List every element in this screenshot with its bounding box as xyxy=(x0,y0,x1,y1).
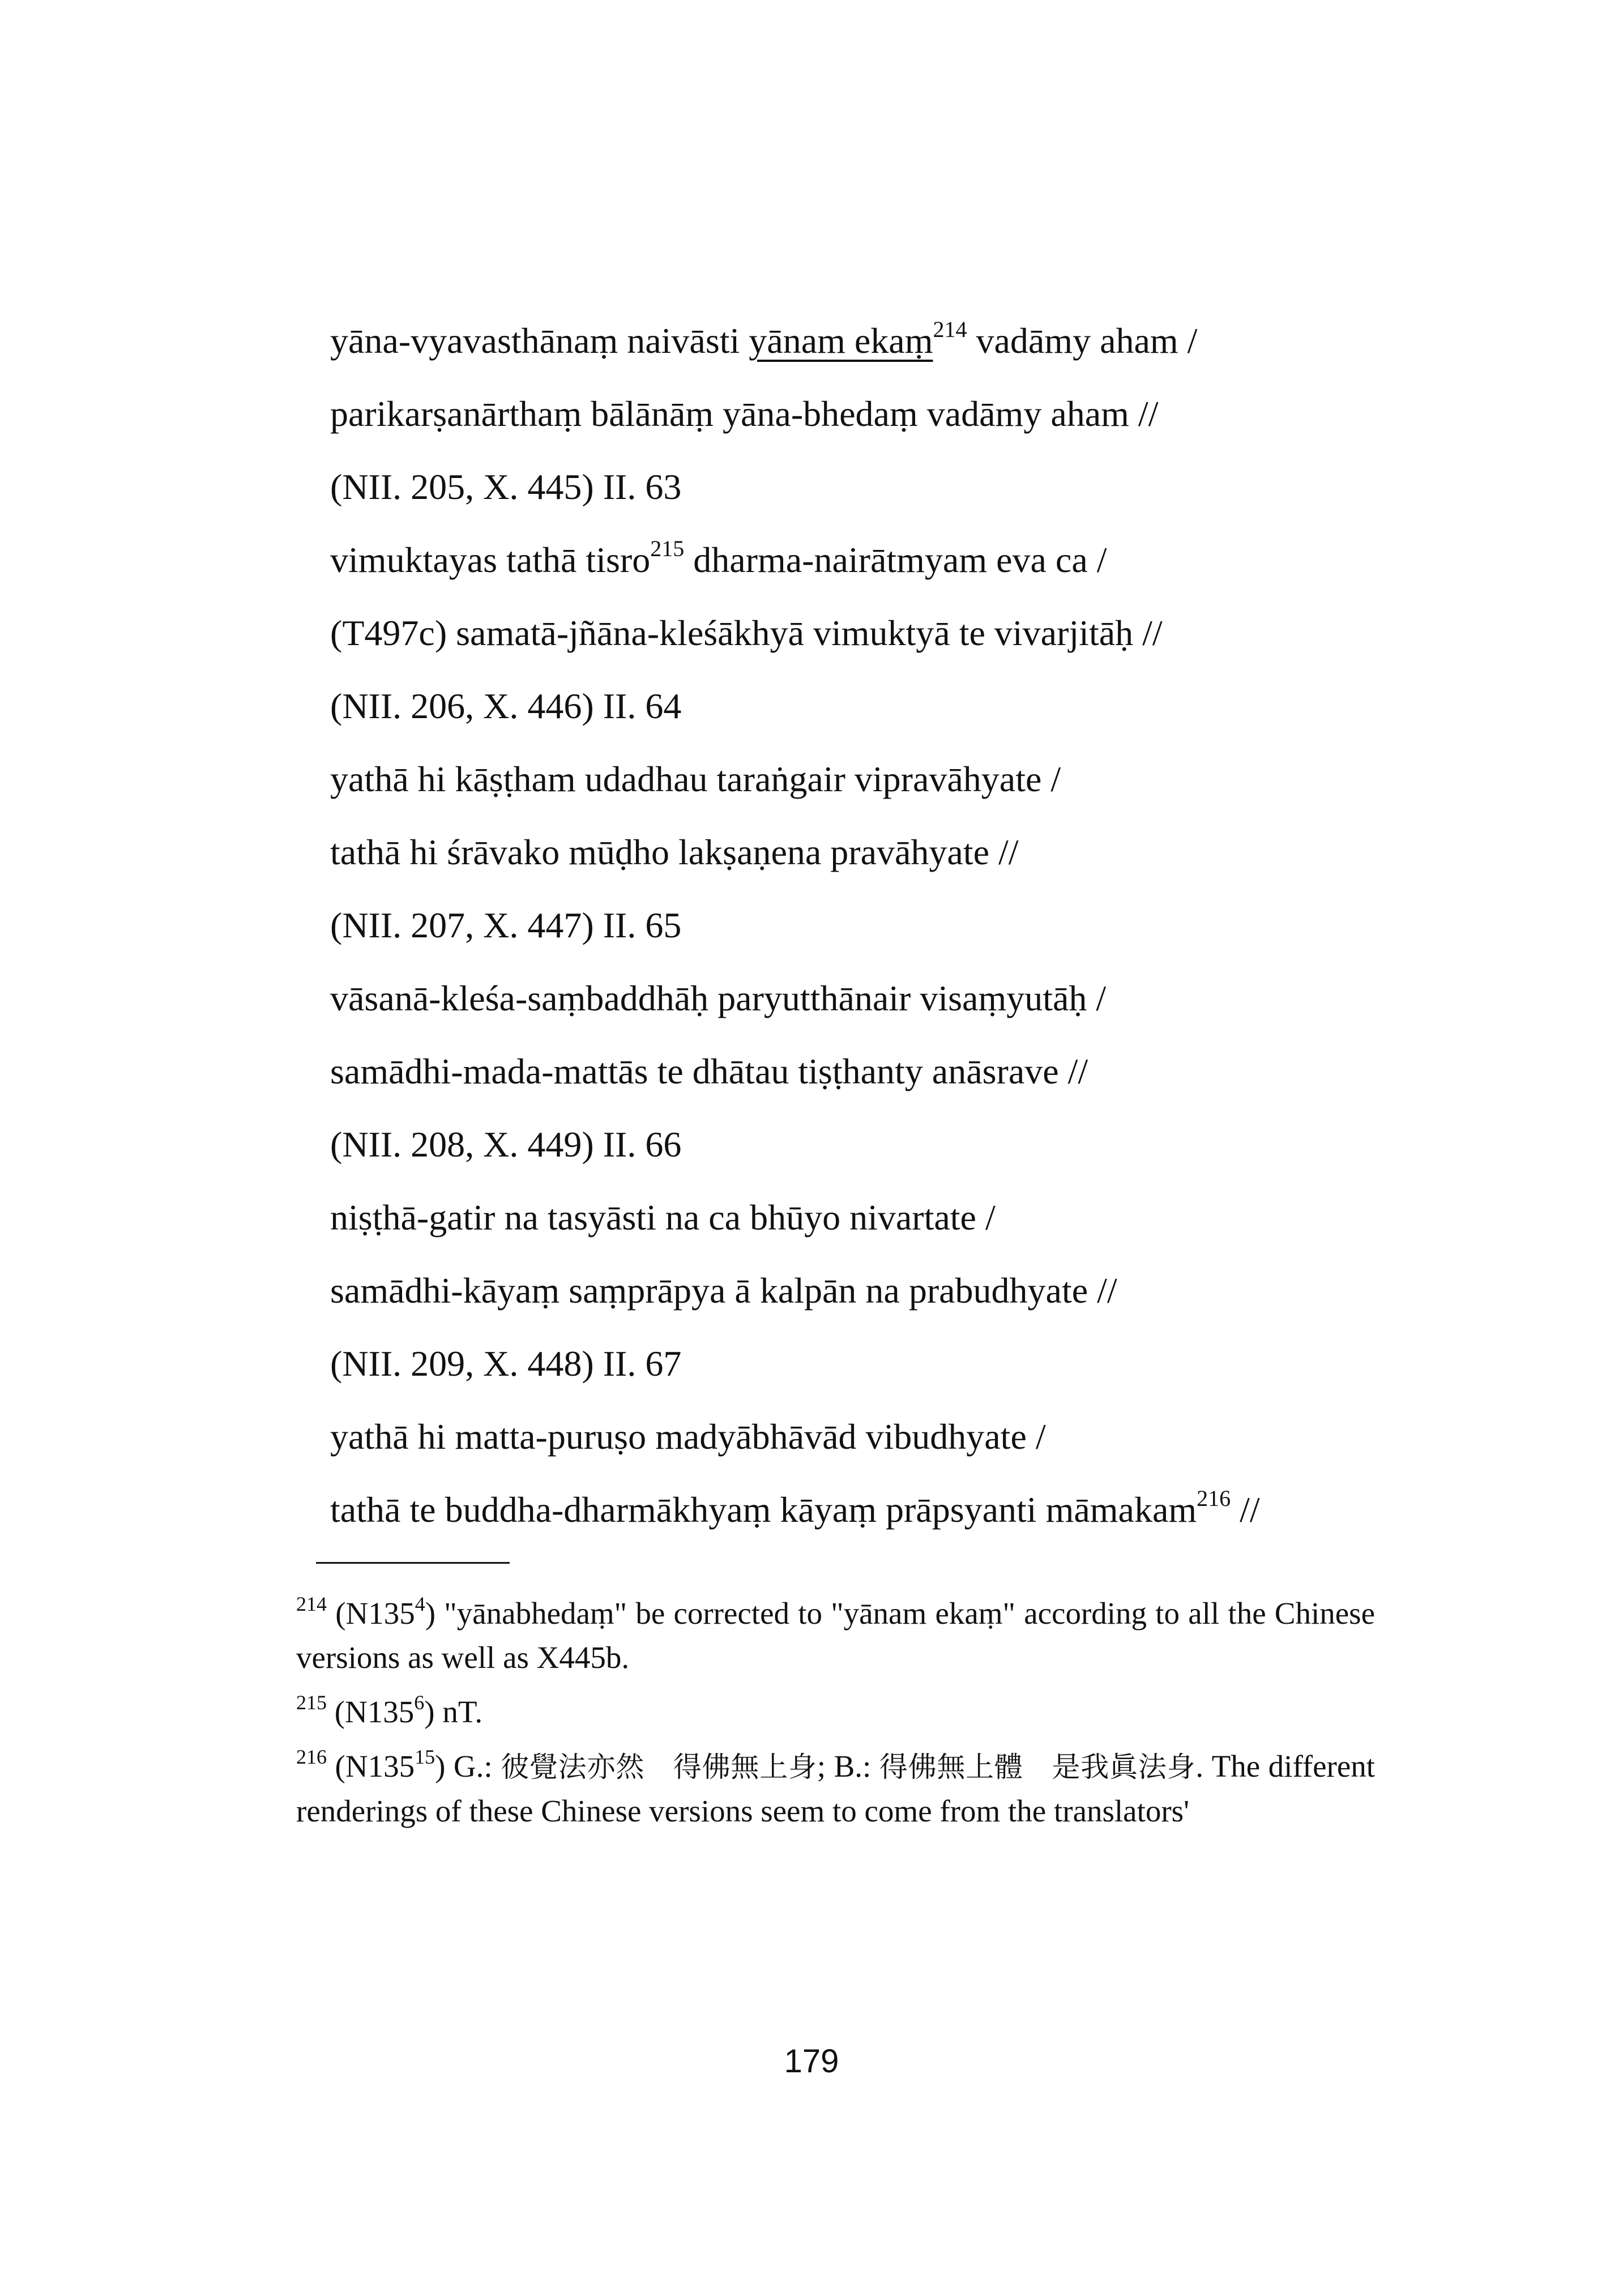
verse-line-8: tathā hi śrāvako mūḍho lakṣaṇena pravāhyate // xyxy=(330,832,1019,872)
footnote-text: . The different renderings of these Chinese versions seem to come from the translators' xyxy=(296,1749,1376,1828)
verse-text: // xyxy=(1231,1490,1260,1530)
verse-line-2: parikarṣanārthaṃ bālānāṃ yāna-bhedaṃ vadāmy aham // xyxy=(330,394,1159,434)
verse-reference: (NII. 208, X. 449) II. 66 xyxy=(330,1124,682,1164)
verse-line-13: niṣṭhā-gatir na tasyāsti na ca bhūyo nivartate / xyxy=(330,1197,996,1237)
footnote-text: nT. xyxy=(434,1695,483,1729)
footnote-source: (N135 xyxy=(335,1749,415,1783)
verse-text: yāna-vyavasthānaṃ naivāsti xyxy=(330,321,749,361)
footnote-source: (N135 xyxy=(335,1596,415,1631)
footnote-text: "yānabhedaṃ" be corrected to "yānam ekaṃ" according to all the Chinese versions as well as X445b. xyxy=(296,1596,1376,1675)
footnote-source-sup: 4 xyxy=(415,1592,425,1615)
verse-text: dharma-nairātmyam eva ca / xyxy=(684,540,1107,580)
verse-line-1 xyxy=(330,314,1434,387)
verse-text: vadāmy aham / xyxy=(967,321,1198,361)
footnote-source-close: ) xyxy=(424,1695,435,1729)
verse-line-10: vāsanā-kleśa-saṃbaddhāḥ paryutthānair visaṃyutāḥ / xyxy=(330,978,1107,1018)
chinese-quotation: 彼覺法亦然 得佛無上身 xyxy=(501,1751,817,1783)
footnote-ref-214[interactable]: 214 xyxy=(933,316,967,342)
footnote-number: 216 xyxy=(296,1745,327,1768)
chinese-quotation: 得佛無上體 是我眞法身 xyxy=(879,1751,1196,1783)
footnotes xyxy=(296,1591,1375,1843)
footnote-number: 215 xyxy=(296,1691,327,1714)
footnote-source-close: ) xyxy=(435,1749,446,1783)
verse-line-17 xyxy=(330,1483,1434,1556)
verse-reference: (NII. 205, X. 445) II. 63 xyxy=(330,467,682,507)
footnote-source-sup: 6 xyxy=(414,1691,425,1714)
footnote-separator xyxy=(316,1562,510,1564)
footnote-number: 214 xyxy=(296,1592,327,1615)
verse-reference: (NII. 206, X. 446) II. 64 xyxy=(330,686,682,726)
footnote-text: ; B.: xyxy=(817,1749,879,1783)
footnote-text: G.: xyxy=(445,1749,501,1783)
footnote-214 xyxy=(296,1591,1375,1680)
verse-line-11: samādhi-mada-mattās te dhātau tiṣṭhanty anāsrave // xyxy=(330,1051,1088,1091)
footnote-source: (N135 xyxy=(334,1695,415,1729)
verse-line-4 xyxy=(330,534,1434,607)
verse-text: vimuktayas tathā tisro xyxy=(330,540,651,580)
footnote-source-close: ) xyxy=(425,1596,436,1631)
verse-text: tathā te buddha-dharmākhyaṃ kāyaṃ prāpsyanti māmakam xyxy=(330,1490,1197,1530)
footnote-source-sup: 15 xyxy=(415,1745,435,1768)
footnote-216 xyxy=(296,1744,1375,1833)
verse-reference: (NII. 209, X. 448) II. 67 xyxy=(330,1343,682,1384)
footnote-ref-216[interactable]: 216 xyxy=(1197,1485,1231,1511)
verse-block xyxy=(330,314,1434,1556)
underlined-phrase: yānam ekaṃ xyxy=(749,321,933,361)
verse-line-5: (T497c) samatā-jñāna-kleśākhyā vimuktyā te vivarjitāḥ // xyxy=(330,613,1163,653)
page-number: 179 xyxy=(784,2043,839,2080)
verse-line-7: yathā hi kāṣṭham udadhau taraṅgair vipravāhyate / xyxy=(330,759,1061,799)
footnote-215 xyxy=(296,1690,1375,1734)
footnote-ref-215[interactable]: 215 xyxy=(650,535,685,561)
verse-line-16: yathā hi matta-puruṣo madyābhāvād vibudhyate / xyxy=(330,1416,1046,1457)
verse-line-14: samādhi-kāyaṃ saṃprāpya ā kalpān na prabudhyate // xyxy=(330,1270,1117,1311)
verse-reference: (NII. 207, X. 447) II. 65 xyxy=(330,905,682,945)
